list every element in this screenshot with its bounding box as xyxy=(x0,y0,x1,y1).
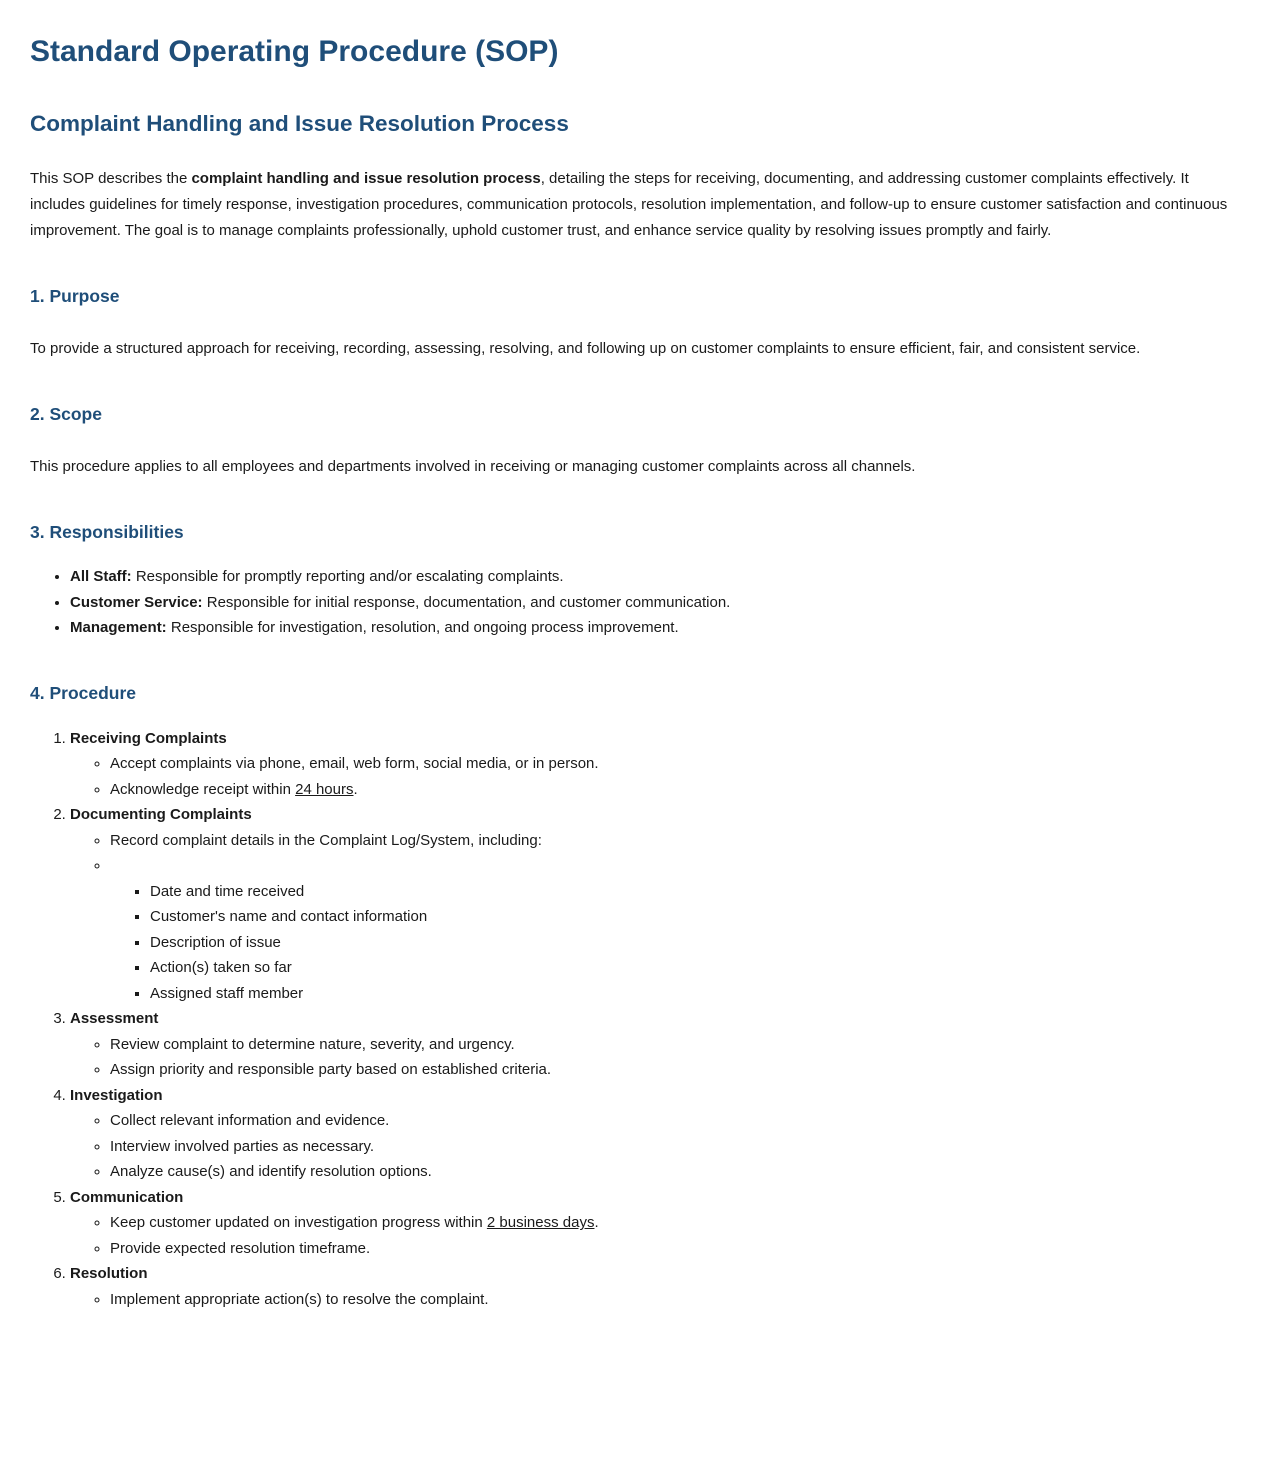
substep-text: . xyxy=(594,1214,599,1232)
section-heading-purpose: 1. Purpose xyxy=(30,285,120,306)
procedure-step xyxy=(70,726,1233,803)
step-substeps xyxy=(70,1108,1233,1185)
document-page xyxy=(30,34,1233,1312)
section-heading-procedure: 4. Procedure xyxy=(30,682,137,703)
substep-item xyxy=(110,777,1233,803)
substep-text: Acknowledge receipt within xyxy=(110,780,296,798)
substep-item xyxy=(110,828,1233,854)
intro-text-post: , detailing the steps for receiving, documenting, and addressing customer complaints effectively. It includes guidelines for timely response, investigation procedures, communication protocols, resolution implementation, and follow-up to ensure customer satisfaction and continuous improvement. The goal is to manage complaints professionally, uphold customer trust, and enhance service quality by resolving issues promptly and fairly. xyxy=(30,170,1228,239)
underlined-text: 2 business days xyxy=(486,1214,595,1232)
substep-item xyxy=(110,1134,1233,1160)
substep-item xyxy=(110,1108,1233,1134)
substep-text: Review complaint to determine nature, severity, and urgency. xyxy=(110,1035,515,1053)
step-title: Receiving Complaints xyxy=(70,729,227,747)
substep-text: . xyxy=(353,780,358,798)
responsibility-item xyxy=(70,590,1233,616)
detail-item xyxy=(150,930,1233,956)
intro-paragraph xyxy=(30,166,1233,244)
substep-text: Accept complaints via phone, email, web form, social media, or in person. xyxy=(110,755,599,773)
substep-item xyxy=(110,1159,1233,1185)
detail-text: Assigned staff member xyxy=(150,984,304,1002)
responsibility-item xyxy=(70,615,1233,641)
detail-text: Date and time received xyxy=(150,882,305,900)
detail-text: Description of issue xyxy=(150,933,281,951)
step-title: Documenting Complaints xyxy=(70,806,252,824)
procedure-step xyxy=(70,1261,1233,1312)
substep-item xyxy=(110,1032,1233,1058)
step-substeps xyxy=(70,1210,1233,1261)
step-title: Investigation xyxy=(70,1086,163,1104)
role-label: All Staff: xyxy=(70,568,132,586)
underlined-text: 24 hours xyxy=(295,780,354,798)
substep-text: Analyze cause(s) and identify resolution options. xyxy=(110,1163,432,1181)
procedure-list xyxy=(30,726,1233,1313)
scope-paragraph: This procedure applies to all employees and departments involved in receiving or managing customer complaints across all channels. xyxy=(30,457,916,475)
role-description: Responsible for initial response, documentation, and customer communication. xyxy=(202,593,731,611)
detail-text: Customer's name and contact information xyxy=(150,908,428,926)
intro-text-pre: This SOP describes the xyxy=(30,170,192,188)
section-heading-scope: 2. Scope xyxy=(30,403,102,424)
responsibilities-list xyxy=(30,564,1233,641)
substep-item xyxy=(110,1287,1233,1313)
step-substeps xyxy=(70,828,1233,1007)
step-title: Resolution xyxy=(70,1265,148,1283)
empty-substep-item xyxy=(110,853,1233,1006)
detail-item xyxy=(150,981,1233,1007)
role-description: Responsible for investigation, resolution, and ongoing process improvement. xyxy=(166,619,679,637)
substep-text: Interview involved parties as necessary. xyxy=(110,1137,375,1155)
detail-list xyxy=(110,879,1233,1007)
doc-title: Standard Operating Procedure (SOP) xyxy=(30,35,559,68)
procedure-step xyxy=(70,1006,1233,1083)
substep-text: Collect relevant information and evidence. xyxy=(110,1112,390,1130)
role-label: Management: xyxy=(70,619,167,637)
substep-item xyxy=(110,1210,1233,1236)
doc-subtitle: Complaint Handling and Issue Resolution Process xyxy=(30,111,569,136)
responsibility-item xyxy=(70,564,1233,590)
substep-item xyxy=(110,1236,1233,1262)
step-substeps xyxy=(70,751,1233,802)
section-heading-responsibilities: 3. Responsibilities xyxy=(30,521,184,542)
step-substeps xyxy=(70,1287,1233,1313)
substep-item xyxy=(110,1057,1233,1083)
role-label: Customer Service: xyxy=(70,593,203,611)
intro-bold-phrase: complaint handling and issue resolution process xyxy=(191,170,541,188)
role-description: Responsible for promptly reporting and/or escalating complaints. xyxy=(131,568,564,586)
detail-text: Action(s) taken so far xyxy=(150,959,292,977)
step-title: Communication xyxy=(70,1188,184,1206)
substep-text: Provide expected resolution timeframe. xyxy=(110,1239,371,1257)
procedure-step xyxy=(70,1083,1233,1185)
step-title: Assessment xyxy=(70,1010,159,1028)
substep-text: Assign priority and responsible party based on established criteria. xyxy=(110,1061,552,1079)
procedure-step xyxy=(70,802,1233,1006)
substep-text: Keep customer updated on investigation progress within xyxy=(110,1214,487,1232)
detail-item xyxy=(150,904,1233,930)
step-substeps xyxy=(70,1032,1233,1083)
substep-text: Record complaint details in the Complaint Log/System, including: xyxy=(110,831,542,849)
procedure-step xyxy=(70,1185,1233,1262)
detail-item xyxy=(150,955,1233,981)
detail-item xyxy=(150,879,1233,905)
substep-item xyxy=(110,751,1233,777)
substep-text: Implement appropriate action(s) to resolve the complaint. xyxy=(110,1290,489,1308)
purpose-paragraph: To provide a structured approach for receiving, recording, assessing, resolving, and following up on customer complaints to ensure efficient, fair, and consistent service. xyxy=(30,339,1141,357)
